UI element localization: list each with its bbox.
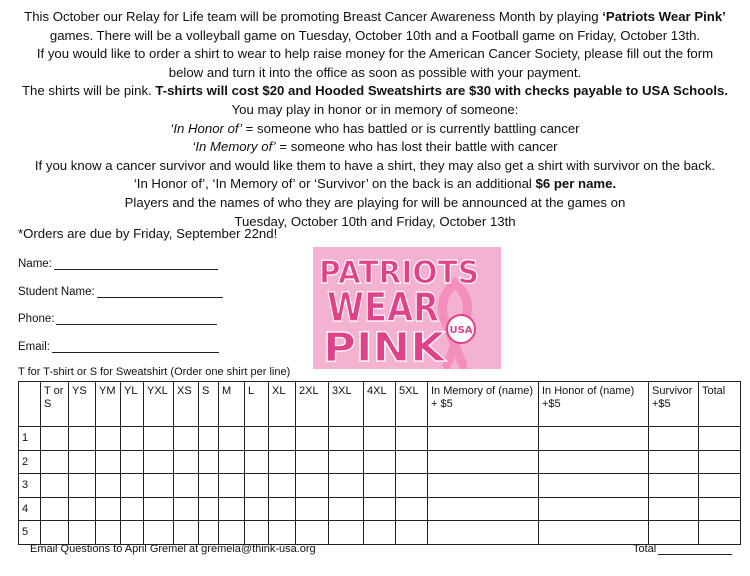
order-cell[interactable] [428,427,539,451]
logo-graphic [313,247,501,369]
header-cell: 3XL [329,382,364,427]
order-cell[interactable] [144,497,174,521]
email-line[interactable] [52,341,219,353]
order-cell[interactable] [699,497,741,521]
header-cell: Survivor +$5 [649,382,699,427]
order-cell[interactable] [649,497,699,521]
intro-line: ‘In Memory of’ = someone who has lost their battle with cancer [192,139,558,155]
name-label: Name: [18,258,52,270]
order-cell[interactable] [245,450,269,474]
order-cell[interactable] [329,450,364,474]
header-cell: 4XL [364,382,396,427]
intro-line: You may play in honor or in memory of someone: [231,101,519,117]
order-cell[interactable] [199,497,219,521]
order-cell[interactable] [96,497,121,521]
usa-badge-icon [447,315,475,343]
order-cell[interactable] [296,521,329,545]
header-cell: 5XL [396,382,428,427]
order-cell[interactable] [364,474,396,498]
order-cell[interactable] [539,427,649,451]
header-cell: XS [174,382,199,427]
table-row [19,474,741,498]
order-cell[interactable] [41,450,69,474]
order-cell[interactable] [199,427,219,451]
intro-text [0,8,750,231]
header-cell: YS [69,382,96,427]
intro-line: games. There will be a volleyball game on Tuesday, October 10th and a Football game on Friday, October 13th. [49,27,701,43]
order-cell[interactable] [396,521,428,545]
intro-line: below and turn it into the office as soon as possible with your payment. [168,64,582,80]
header-cell: S [199,382,219,427]
table-row [19,521,741,545]
order-cell[interactable] [699,521,741,545]
header-cell: M [219,382,245,427]
student-name-label: Student Name: [18,286,95,298]
order-cell[interactable] [96,474,121,498]
student-name-field[interactable] [18,286,223,298]
order-cell[interactable] [649,450,699,474]
intro-line: Players and the names of who they are playing for will be announced at the games on [124,194,626,210]
order-cell[interactable] [144,474,174,498]
header-cell: T or S [41,382,69,427]
order-cell[interactable] [269,450,296,474]
order-cell[interactable] [199,450,219,474]
intro-line: This October our Relay for Life team will be promoting Breast Cancer Awareness Month by playing ‘Patriots Wear Pink’ [24,9,726,24]
order-cell[interactable] [219,497,245,521]
name-field[interactable] [18,258,218,270]
order-cell[interactable] [269,474,296,498]
row-number: 4 [19,497,41,521]
row-number: 3 [19,474,41,498]
order-cell[interactable] [269,521,296,545]
grand-total-line[interactable] [658,543,732,555]
order-cell[interactable] [69,497,96,521]
order-cell[interactable] [329,474,364,498]
order-cell[interactable] [199,521,219,545]
order-cell[interactable] [649,474,699,498]
order-cell[interactable] [144,450,174,474]
order-cell[interactable] [539,521,649,545]
order-cell[interactable] [539,450,649,474]
order-table [18,381,741,545]
order-cell[interactable] [296,427,329,451]
email-field[interactable] [18,341,219,353]
order-cell[interactable] [699,474,741,498]
logo-line-pink: PINK [323,325,448,369]
order-cell[interactable] [329,497,364,521]
order-cell[interactable] [144,521,174,545]
order-cell[interactable] [396,427,428,451]
order-cell[interactable] [199,474,219,498]
order-cell[interactable] [428,474,539,498]
order-cell[interactable] [428,450,539,474]
order-cell[interactable] [428,521,539,545]
intro-line: ‘In Honor of’ = someone who has battled or is currently battling cancer [170,120,580,136]
phone-label: Phone: [18,313,55,325]
order-cell[interactable] [121,474,144,498]
order-cell[interactable] [219,474,245,498]
order-cell[interactable] [329,427,364,451]
intro-line: ‘In Honor of’, ‘In Memory of’ or ‘Survivor’ on the back is an additional $6 per name. [133,176,617,192]
logo-line-patriots: PATRIOTS [319,255,479,291]
order-cell[interactable] [649,521,699,545]
order-cell[interactable] [174,521,199,545]
table-header-row [19,382,741,427]
order-cell[interactable] [539,497,649,521]
order-cell[interactable] [174,474,199,498]
order-cell[interactable] [296,497,329,521]
table-instruction: T for T-shirt or S for Sweatshirt (Order one shirt per line) [18,366,291,378]
row-number: 5 [19,521,41,545]
order-cell[interactable] [219,450,245,474]
header-cell: YXL [144,382,174,427]
order-cell[interactable] [364,521,396,545]
order-cell[interactable] [219,427,245,451]
order-cell[interactable] [174,427,199,451]
order-cell[interactable] [144,427,174,451]
header-cell: In Memory of (name) + $5 [428,382,539,427]
order-cell[interactable] [364,450,396,474]
header-cell: 2XL [296,382,329,427]
table-row [19,450,741,474]
order-cell[interactable] [41,427,69,451]
order-cell[interactable] [41,497,69,521]
order-cell[interactable] [329,521,364,545]
header-cell: In Honor of (name) +$5 [539,382,649,427]
phone-line[interactable] [56,313,217,325]
header-cell: YM [96,382,121,427]
order-cell[interactable] [96,427,121,451]
header-cell: Total [699,382,741,427]
intro-line: If you know a cancer survivor and would like them to have a shirt, they may also get a shirt with survivor on the back. [34,157,716,173]
order-cell[interactable] [296,474,329,498]
order-cell[interactable] [174,497,199,521]
order-cell[interactable] [69,427,96,451]
order-cell[interactable] [245,474,269,498]
intro-line: The shirts will be pink. T-shirts will cost $20 and Hooded Sweatshirts are $30 with checks payable to USA Schools. [21,83,728,99]
order-cell[interactable] [96,450,121,474]
table-row [19,427,741,451]
patriots-wear-pink-logo [313,247,501,369]
order-cell[interactable] [174,450,199,474]
header-cell: YL [121,382,144,427]
order-cell[interactable] [121,450,144,474]
order-cell[interactable] [364,427,396,451]
row-number: 2 [19,450,41,474]
header-cell: XL [269,382,296,427]
table-row [19,497,741,521]
logo-line-wear: WEAR [327,285,439,331]
order-cell[interactable] [428,497,539,521]
phone-field[interactable] [18,313,217,325]
order-cell[interactable] [69,450,96,474]
order-cell[interactable] [245,521,269,545]
email-label: Email: [18,341,50,353]
order-cell[interactable] [396,497,428,521]
order-cell[interactable] [396,474,428,498]
order-cell[interactable] [364,497,396,521]
grand-total-label: Total [633,543,657,555]
usa-badge-text: USA [449,325,473,336]
order-cell[interactable] [245,427,269,451]
order-cell[interactable] [699,427,741,451]
order-cell[interactable] [121,427,144,451]
order-cell[interactable] [296,450,329,474]
intro-line: Tuesday, October 10th and Friday, October 13th [234,213,516,229]
order-cell[interactable] [649,427,699,451]
student-name-line[interactable] [97,286,223,298]
order-cell[interactable] [219,521,245,545]
order-cell[interactable] [245,497,269,521]
order-cell[interactable] [269,427,296,451]
order-cell[interactable] [699,450,741,474]
order-cell[interactable] [539,474,649,498]
order-cell[interactable] [269,497,296,521]
grand-total-field[interactable] [633,543,732,555]
order-cell[interactable] [96,521,121,545]
order-cell[interactable] [396,450,428,474]
intro-line: If you would like to order a shirt to wear to help raise money for the American Cancer Society, please fill out the form [36,46,714,62]
header-cell: L [245,382,269,427]
order-cell[interactable] [121,521,144,545]
order-cell[interactable] [41,474,69,498]
order-cell[interactable] [41,521,69,545]
name-line[interactable] [54,258,218,270]
order-cell[interactable] [69,474,96,498]
order-cell[interactable] [69,521,96,545]
header-cell [19,382,41,427]
order-cell[interactable] [121,497,144,521]
row-number: 1 [19,427,41,451]
contact-email-note: Email Questions to April Gremel at gremela@think-usa.org [30,543,316,555]
due-date-note: *Orders are due by Friday, September 22nd! [18,226,278,241]
